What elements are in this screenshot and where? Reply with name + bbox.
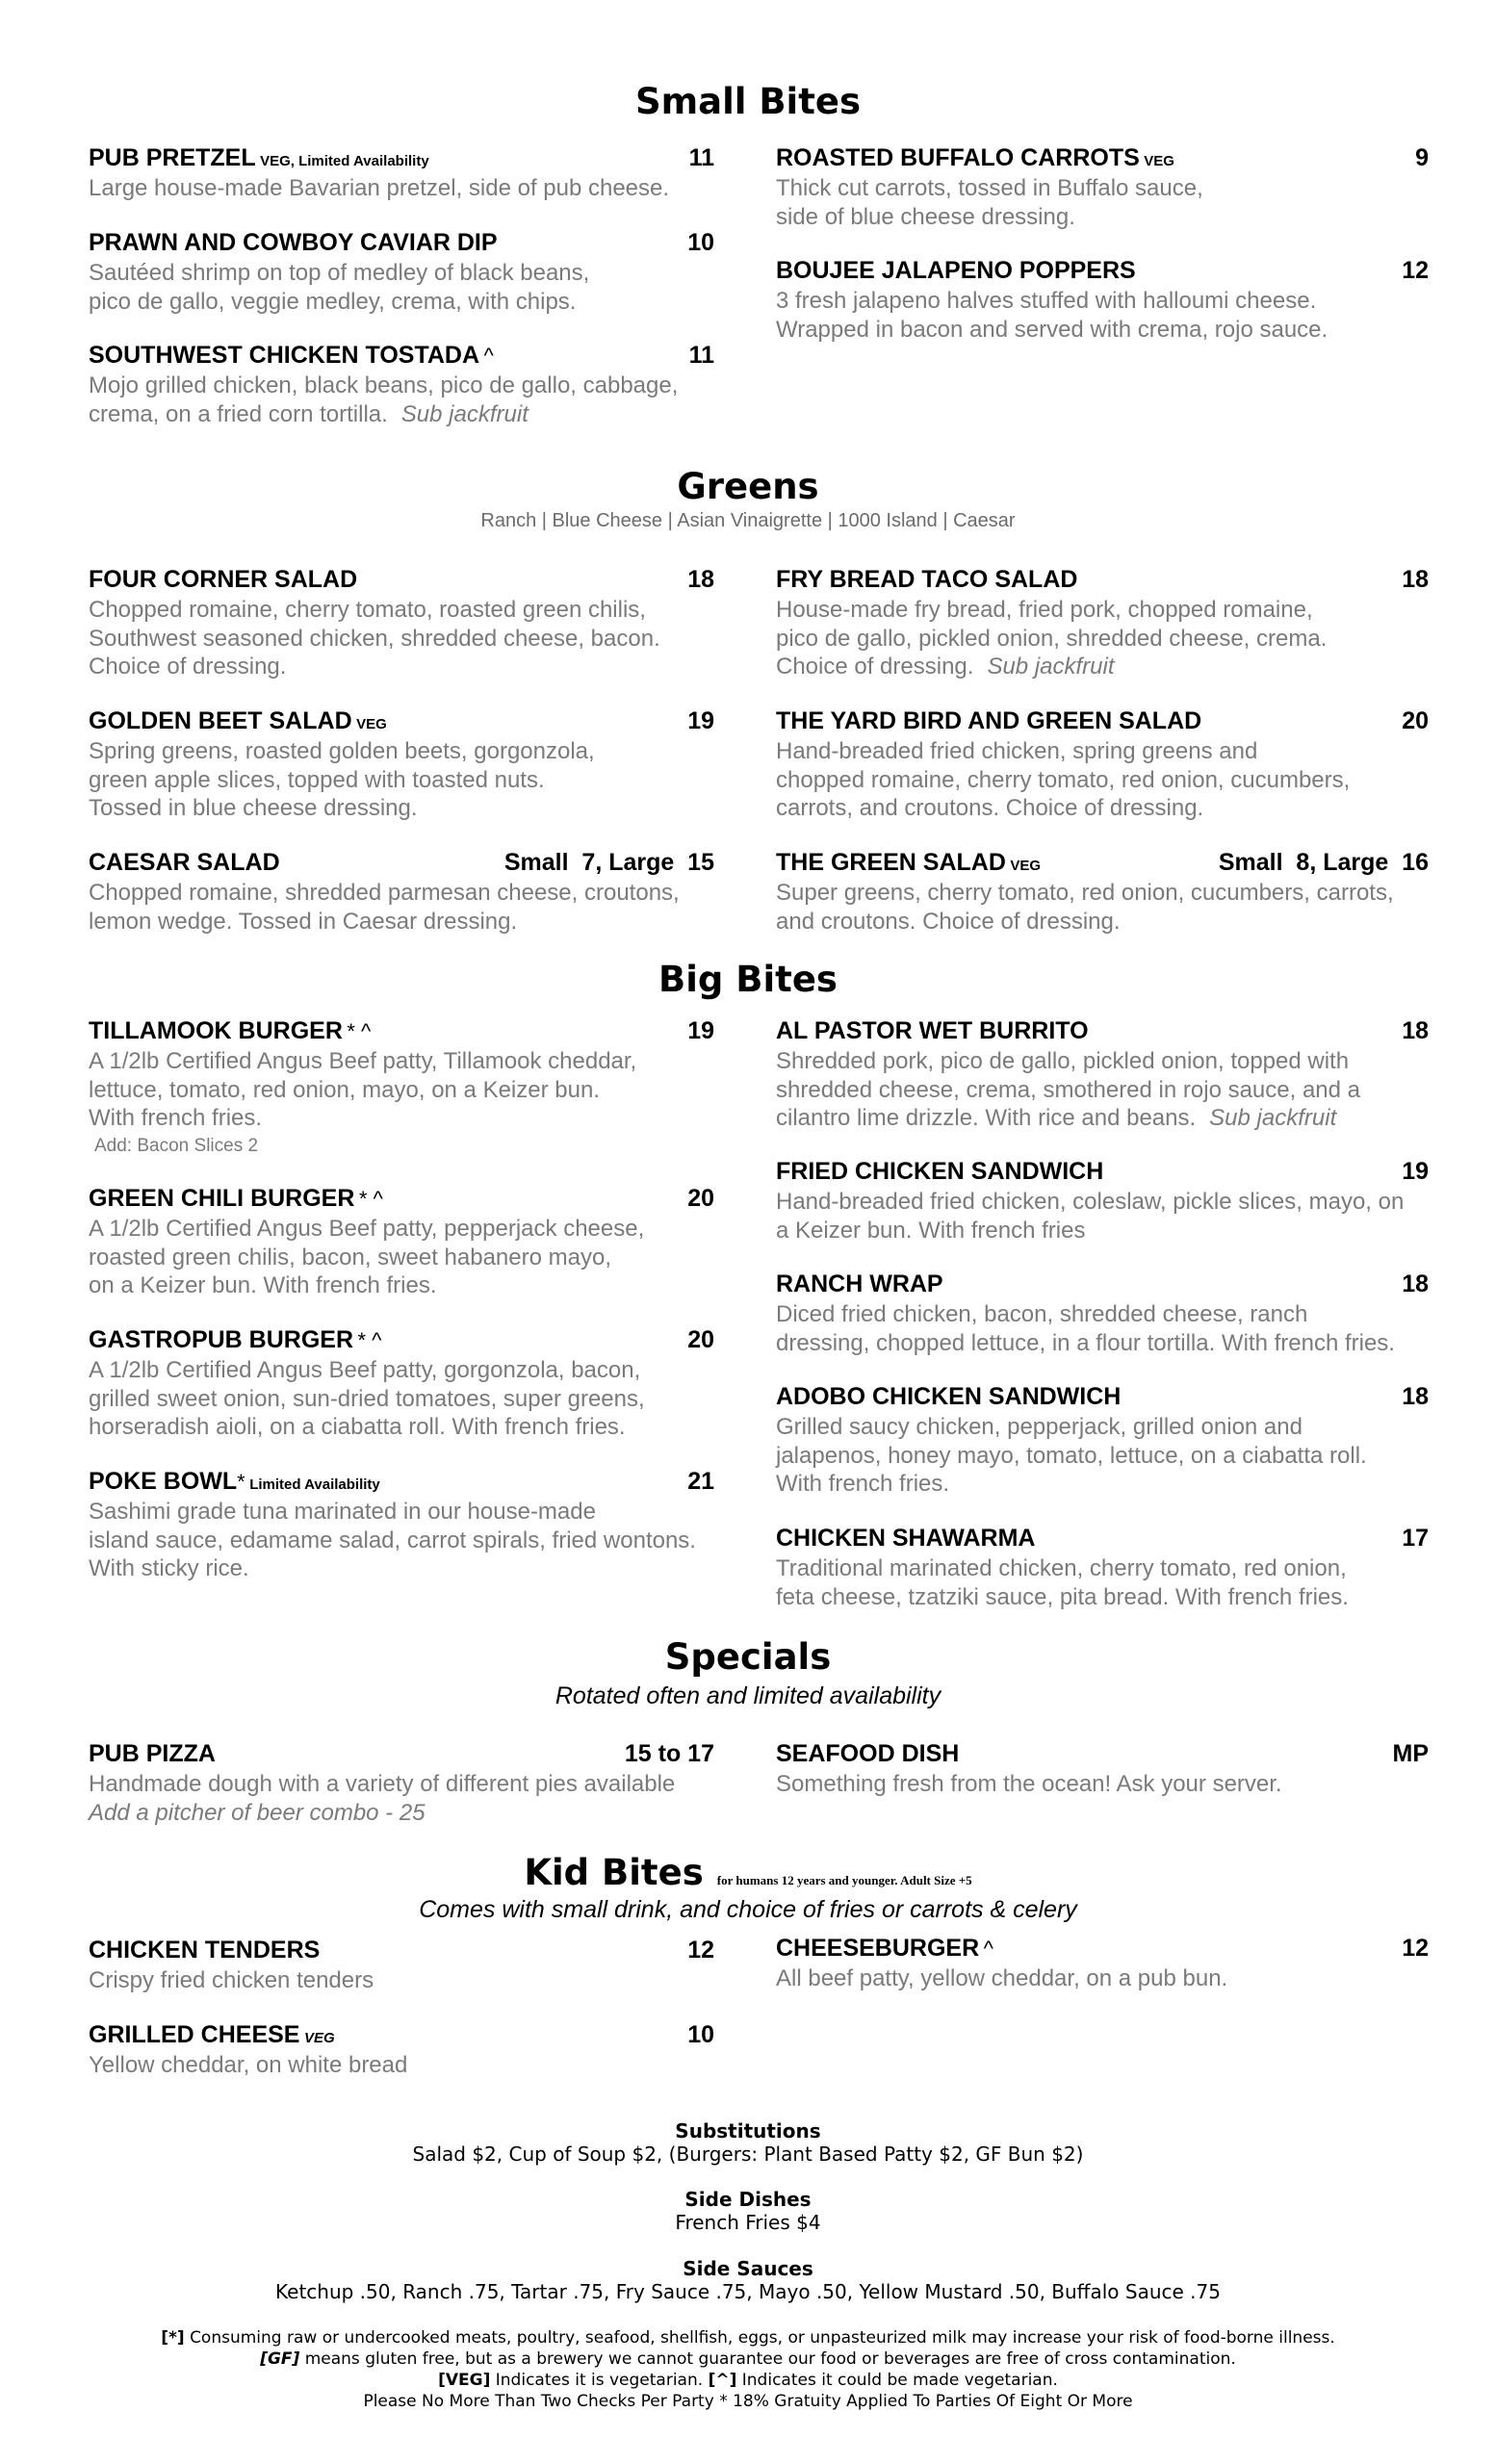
item-desc: Handmade dough with a variety of different pies available [89,1771,676,1797]
menu-item [89,707,714,823]
item-name: FRIED CHICKEN SANDWICH [776,1158,1104,1185]
item-desc: Choice of dressing. [89,654,287,680]
item-price: Small 8, Large 16 [1218,849,1429,876]
dressing-options: Ranch | Blue Cheese | Asian Vinaigrette | 1000 Island | Caesar [480,510,1016,531]
item-desc: Hand-breaded fried chicken, coleslaw, pickle slices, mayo, on [776,1189,1405,1215]
substitutions-title: Substitutions [675,2119,821,2143]
section-title-kid-bites: Kid Bites [524,1852,704,1893]
item-desc: Choice of dressing. [776,654,974,680]
item-price: 17 [1402,1525,1429,1552]
legal-text: means gluten free, but as a brewery we cannot guarantee our food or beverages are free of cross contamination. [304,2349,1236,2369]
item-name: GRILLED CHEESE [89,2021,300,2048]
menu-item [89,1185,714,1300]
item-name: PUB PIZZA [89,1740,216,1767]
legal-line [0,2391,1496,2412]
item-price: 15 to 17 [624,1740,714,1767]
item-mark: * ^ [347,1019,372,1043]
item-desc: A 1/2lb Certified Angus Beef patty, Tillamook cheddar, [89,1048,637,1074]
item-addon: Add: Bacon Slices 2 [94,1135,259,1156]
side-dishes-title: Side Dishes [684,2188,812,2211]
menu-item [89,229,714,316]
item-tag: VEG, Limited Availability [260,153,429,169]
legal-line [0,2327,1496,2348]
item-name: SOUTHWEST CHICKEN TOSTADA [89,342,480,369]
menu-item [776,1017,1429,1133]
side-sauces-title: Side Sauces [683,2257,813,2280]
item-price: 20 [687,1185,714,1212]
menu-item [89,2021,714,2080]
legal-text: Please No More Than Two Checks Per Party * 18% Gratuity Applied To Parties Of Eight Or More [363,2392,1133,2411]
item-name: GASTROPUB BURGER [89,1326,354,1353]
item-price: 12 [1402,1935,1429,1962]
item-name: SEAFOOD DISH [776,1740,960,1767]
item-desc: Wrapped in bacon and served with crema, rojo sauce. [776,316,1328,343]
item-tag: Limited Availability [249,1476,380,1493]
kid-bites-tag: for humans 12 years and younger. Adult Size +5 [716,1873,972,1887]
item-desc: 3 fresh jalapeno halves stuffed with halloumi cheese. [776,288,1317,314]
item-name: CHICKEN SHAWARMA [776,1525,1036,1552]
item-desc: With sticky rice. [89,1555,249,1581]
item-desc: Chopped romaine, shredded parmesan cheese, croutons, [89,880,680,906]
item-price: 12 [1402,257,1429,284]
item-price: 19 [1402,1158,1429,1185]
menu-item [776,144,1429,231]
section-title-specials: Specials [664,1636,832,1678]
item-tag: VEG [1144,153,1174,169]
item-desc: carrots, and croutons. Choice of dressing. [776,795,1204,821]
item-name: CHICKEN TENDERS [89,1937,321,1964]
legal-text: Indicates it is vegetarian. [495,2371,704,2390]
item-desc: All beef patty, yellow cheddar, on a pub bun. [776,1965,1228,1991]
item-desc: dressing, chopped lettuce, in a flour tortilla. With french fries. [776,1329,1395,1356]
menu-item [89,1017,714,1157]
item-name: ADOBO CHICKEN SANDWICH [776,1383,1122,1410]
legal-text: Indicates it could be made vegetarian. [741,2371,1058,2390]
menu-item [89,342,714,428]
item-name: PRAWN AND COWBOY CAVIAR DIP [89,229,498,256]
substitutions-text: Salad $2, Cup of Soup $2, (Burgers: Plant Based Patty $2, GF Bun $2) [412,2143,1084,2166]
item-price: 11 [688,144,714,171]
item-price: Small 7, Large 15 [503,849,714,876]
item-desc: Yellow cheddar, on white bread [89,2052,408,2078]
item-desc: With french fries. [89,1105,263,1131]
item-desc: feta cheese, tzatziki sauce, pita bread. With french fries. [776,1583,1349,1610]
menu-item [776,1383,1429,1499]
item-mark: * ^ [357,1328,382,1352]
menu-item [89,144,714,203]
item-desc: lemon wedge. Tossed in Caesar dressing. [89,908,518,935]
item-name: THE GREEN SALAD [776,849,1006,876]
legal-key: [VEG] [438,2371,491,2390]
item-name: GREEN CHILI BURGER [89,1185,355,1212]
item-mark: * ^ [358,1187,383,1211]
item-price: 10 [687,2021,714,2048]
item-price: 18 [1402,1270,1429,1297]
item-desc: crema, on a fried corn tortilla. [89,400,388,427]
item-desc: roasted green chilis, bacon, sweet habanero mayo, [89,1244,611,1270]
menu-item [89,1740,714,1827]
item-desc: Chopped romaine, cherry tomato, roasted green chilis, [89,597,646,623]
item-name: BOUJEE JALAPENO POPPERS [776,257,1136,284]
item-name: CAESAR SALAD [89,849,280,876]
item-desc: Sashimi grade tuna marinated in our house-made [89,1499,596,1525]
item-sub: Sub jackfruit [987,654,1115,680]
item-tag: VEG [1010,858,1042,874]
item-desc: Shredded pork, pico de gallo, pickled onion, topped with [776,1048,1350,1074]
item-price: MP [1392,1740,1429,1767]
item-desc: Southwest seasoned chicken, shredded cheese, bacon. [89,625,660,652]
item-name: ROASTED BUFFALO CARROTS [776,144,1140,171]
item-name: THE YARD BIRD AND GREEN SALAD [776,707,1202,734]
item-price: 18 [687,566,714,593]
item-desc: Tossed in blue cheese dressing. [89,795,418,821]
item-desc: Large house-made Bavarian pretzel, side of pub cheese. [89,175,670,201]
item-name: TILLAMOOK BURGER [89,1017,343,1044]
menu-item [776,849,1429,936]
item-desc: Something fresh from the ocean! Ask your server. [776,1771,1282,1797]
item-desc: a Keizer bun. With french fries [776,1217,1086,1244]
section-title-big-bites: Big Bites [658,959,838,1000]
item-desc: House-made fry bread, fried pork, chopped romaine, [776,597,1313,623]
item-desc: and croutons. Choice of dressing. [776,908,1121,935]
item-mark: * [237,1470,245,1494]
item-name: FRY BREAD TACO SALAD [776,566,1078,593]
item-price: 18 [1402,566,1429,593]
legal-line [0,2348,1496,2370]
item-desc: on a Keizer bun. With french fries. [89,1272,437,1298]
item-desc: shredded cheese, crema, smothered in rojo sauce, and a [776,1076,1361,1103]
side-sauces-text: Ketchup .50, Ranch .75, Tartar .75, Fry Sauce .75, Mayo .50, Yellow Mustard .50, Buffalo Sauce .75 [275,2280,1221,2303]
item-desc: horseradish aioli, on a ciabatta roll. With french fries. [89,1414,626,1440]
item-desc: grilled sweet onion, sun-dried tomatoes, super greens, [89,1385,645,1412]
item-price: 20 [1402,707,1429,734]
item-name: GOLDEN BEET SALAD [89,707,352,734]
item-tag: VEG [356,716,387,732]
item-desc: Spring greens, roasted golden beets, gorgonzola, [89,738,595,764]
item-desc: Traditional marinated chicken, cherry tomato, red onion, [776,1555,1347,1581]
item-price: 19 [687,707,714,734]
specials-note: Rotated often and limited availability [555,1682,941,1709]
legal-key: [^] [708,2371,737,2390]
menu-item [89,1937,714,1995]
item-desc: green apple slices, topped with toasted nuts. [89,766,545,793]
item-desc: Super greens, cherry tomato, red onion, cucumbers, carrots, [776,880,1394,906]
item-desc: Grilled saucy chicken, pepperjack, grilled onion and [776,1414,1303,1440]
menu-item [89,566,714,681]
legal-key: [GF] [260,2349,300,2369]
menu-item [89,849,714,936]
item-price: 21 [687,1468,714,1495]
item-desc: jalapenos, honey mayo, tomato, lettuce, on a ciabatta roll. [776,1442,1367,1469]
item-price: 19 [687,1017,714,1044]
legal-text: Consuming raw or undercooked meats, poultry, seafood, shellfish, eggs, or unpasteurized milk may increase your risk of food-borne illness. [190,2328,1335,2348]
item-desc: Crispy fried chicken tenders [89,1967,374,1993]
item-desc: Hand-breaded fried chicken, spring greens and [776,738,1258,764]
item-extra: Add a pitcher of beer combo - 25 [89,1799,426,1826]
item-desc: side of blue cheese dressing. [776,203,1075,230]
item-name: CHEESEBURGER [776,1935,980,1962]
legal-key: [*] [161,2328,185,2348]
section-title-small-bites: Small Bites [634,81,862,122]
kid-bites-note: Comes with small drink, and choice of fries or carrots & celery [419,1896,1077,1923]
item-desc: pico de gallo, veggie medley, crema, with chips. [89,288,577,315]
item-sub: Sub jackfruit [400,400,529,427]
menu-item [89,1326,714,1442]
item-desc: With french fries. [776,1471,950,1497]
legal-notes [0,2327,1496,2412]
menu-item [776,1270,1429,1357]
item-price: 18 [1402,1017,1429,1044]
item-desc: A 1/2lb Certified Angus Beef patty, gorgonzola, bacon, [89,1357,641,1383]
menu-item [776,257,1429,344]
item-name: PUB PRETZEL [89,144,256,171]
item-desc: Mojo grilled chicken, black beans, pico de gallo, cabbage, [89,372,679,398]
item-desc: Sautéed shrimp on top of medley of black beans, [89,260,590,286]
menu-item [776,707,1429,823]
item-desc: chopped romaine, cherry tomato, red onion, cucumbers, [776,766,1351,793]
item-price: 9 [1415,144,1429,171]
legal-line [0,2370,1496,2391]
item-desc: pico de gallo, pickled onion, shredded cheese, crema. [776,625,1328,652]
menu-item [776,566,1429,681]
item-desc: A 1/2lb Certified Angus Beef patty, pepperjack cheese, [89,1216,645,1242]
menu-item [776,1740,1429,1799]
item-tag: VEG [303,2030,335,2046]
item-desc: cilantro lime drizzle. With rice and beans. [776,1105,1197,1131]
item-price: 10 [687,229,714,256]
item-price: 20 [687,1326,714,1353]
menu-item [776,1935,1429,1993]
menu-item [776,1158,1429,1245]
item-price: 11 [688,342,714,369]
item-name: AL PASTOR WET BURRITO [776,1017,1089,1044]
item-desc: island sauce, edamame salad, carrot spirals, fried wontons. [89,1527,696,1553]
item-name: POKE BOWL [89,1468,238,1495]
item-mark: ^ [983,1937,993,1961]
menu-item [776,1525,1429,1611]
item-price: 12 [687,1937,714,1964]
item-desc: Thick cut carrots, tossed in Buffalo sauce, [776,175,1203,201]
item-mark: ^ [483,344,494,368]
side-dishes-text: French Fries $4 [675,2211,821,2234]
kid-bites-heading [0,1852,1496,1893]
item-sub: Sub jackfruit [1209,1105,1337,1131]
item-desc: lettuce, tomato, red onion, mayo, on a Keizer bun. [89,1076,600,1103]
section-title-greens: Greens [677,466,819,507]
item-desc: Diced fried chicken, bacon, shredded cheese, ranch [776,1301,1308,1327]
item-name: FOUR CORNER SALAD [89,566,358,593]
item-price: 18 [1402,1383,1429,1410]
item-name: RANCH WRAP [776,1270,943,1297]
menu-item [89,1468,743,1583]
